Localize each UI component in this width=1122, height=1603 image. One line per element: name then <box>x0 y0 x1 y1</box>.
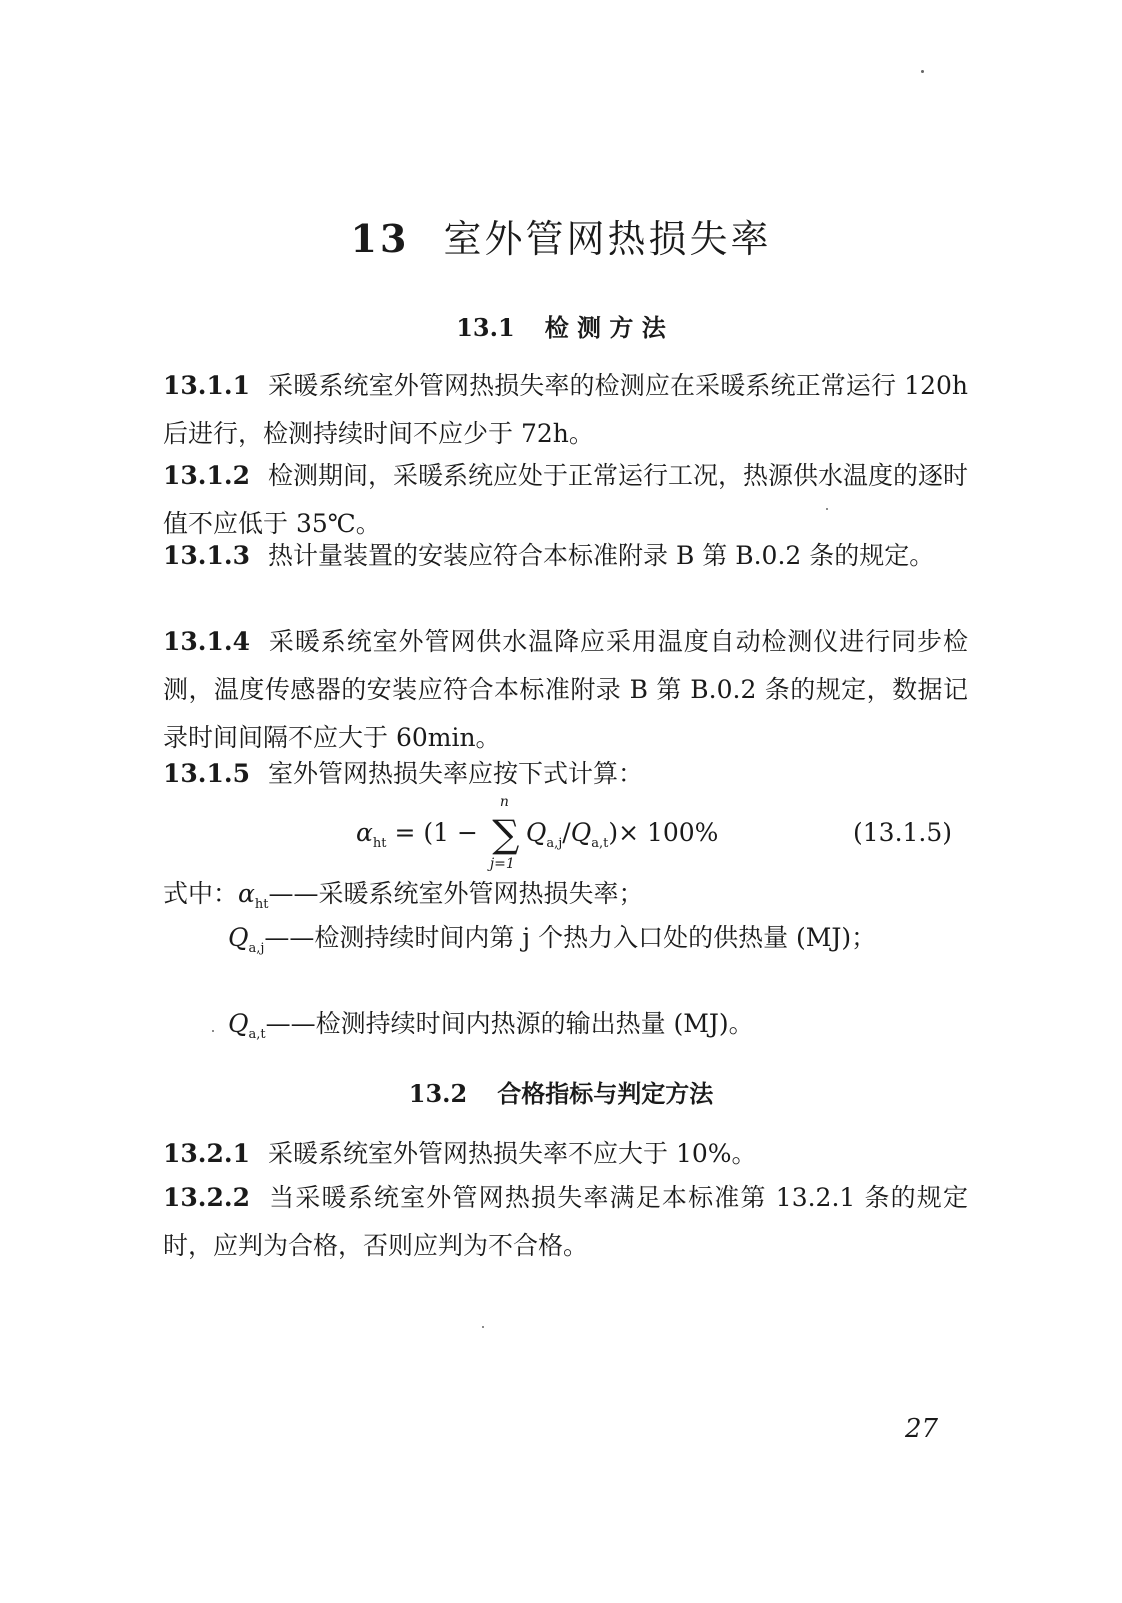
formula-slash: / <box>562 818 571 847</box>
clause-text: 室外管网热损失率应按下式计算： <box>268 759 644 788</box>
clause-13-1-3 <box>163 532 968 580</box>
equation-number: (13.1.5) <box>853 818 953 847</box>
clause-text: 采暖系统室外管网供水温降应采用温度自动检测仪进行同步检测，温度传感器的安装应符合本标准附录 B 第 B.0.2 条的规定，数据记录时间间隔不应大于 60min。 <box>163 627 968 752</box>
clause-number: 13.2.2 <box>163 1183 250 1212</box>
where-description: 采暖系统室外管网热损失率； <box>318 879 644 908</box>
scan-speck <box>826 508 828 510</box>
heat-loss-formula <box>356 794 719 872</box>
where-symbol: $Q_{a,t}$ <box>228 1009 266 1042</box>
clause-text: 当采暖系统室外管网热损失率满足本标准第 13.2.1 条的规定时，应判为合格，否则应判为不合格。 <box>163 1183 968 1260</box>
page-number: 27 <box>905 1414 939 1444</box>
formula-equals: = (1 − <box>386 818 486 847</box>
formula-term2-subscript: a,t <box>591 836 609 851</box>
where-dash: —— <box>268 879 319 908</box>
where-description: 检测持续时间内热源的输出热量 (MJ)。 <box>315 1009 754 1038</box>
formula-lhs-subscript: ht <box>372 836 387 851</box>
clause-number: 13.1.5 <box>163 759 250 788</box>
chapter-title-text: 室外管网热损失率 <box>443 217 772 261</box>
clause-number: 13.1.2 <box>163 461 250 490</box>
chapter-number: 13 <box>350 216 410 261</box>
section-number: 13.2 <box>408 1079 468 1108</box>
clause-13-1-5 <box>163 750 968 798</box>
section-heading-13-2 <box>0 1074 1122 1109</box>
section-title: 检 测 方 法 <box>544 313 666 342</box>
sum-lower-limit: j=1 <box>489 856 515 872</box>
where-dash: —— <box>264 923 315 952</box>
clause-13-1-4 <box>163 618 968 762</box>
clause-text: 采暖系统室外管网热损失率的检测应在采暖系统正常运行 120h 后进行，检测持续时间不应少于 72h。 <box>163 371 968 448</box>
clause-text: 热计量装置的安装应符合本标准附录 B 第 B.0.2 条的规定。 <box>268 541 935 570</box>
section-title: 合格指标与判定方法 <box>497 1079 714 1108</box>
chapter-title <box>0 208 1122 263</box>
clause-number: 13.1.3 <box>163 541 250 570</box>
clause-13-2-1 <box>163 1130 968 1178</box>
where-dash: —— <box>265 1009 316 1038</box>
clause-13-1-1 <box>163 362 968 458</box>
formula-lhs: α <box>356 818 373 847</box>
scan-speck <box>921 70 924 73</box>
summation-symbol: ∑ n j=1 <box>489 794 520 872</box>
where-symbol: $Q_{a,j}$ <box>228 923 265 956</box>
clause-text: 检测期间，采暖系统应处于正常运行工况，热源供水温度的逐时值不应低于 35℃。 <box>163 461 969 538</box>
section-heading-13-1 <box>0 308 1122 343</box>
sum-upper-limit: n <box>499 794 509 810</box>
where-item-qat <box>228 1000 968 1059</box>
formula-term1: Q <box>525 818 547 847</box>
where-symbol: $\alpha_{ht}$ <box>238 879 269 912</box>
clause-number: 13.1.4 <box>163 627 250 656</box>
formula-term1-subscript: a,j <box>546 836 563 851</box>
where-lead: 式中： <box>163 879 239 908</box>
clause-text: 采暖系统室外管网热损失率不应大于 10%。 <box>268 1139 757 1168</box>
clause-13-2-2 <box>163 1174 968 1270</box>
clause-number: 13.1.1 <box>163 371 250 400</box>
section-number: 13.1 <box>456 313 515 342</box>
scan-speck <box>212 1030 214 1032</box>
where-item-qaj <box>228 914 968 973</box>
where-description: 检测持续时间内第 j 个热力入口处的供热量 (MJ)； <box>314 923 877 952</box>
formula-tail: )× 100% <box>608 818 719 847</box>
clause-number: 13.2.1 <box>163 1139 250 1168</box>
scan-speck <box>482 1326 484 1328</box>
formula-term2: Q <box>570 818 592 847</box>
